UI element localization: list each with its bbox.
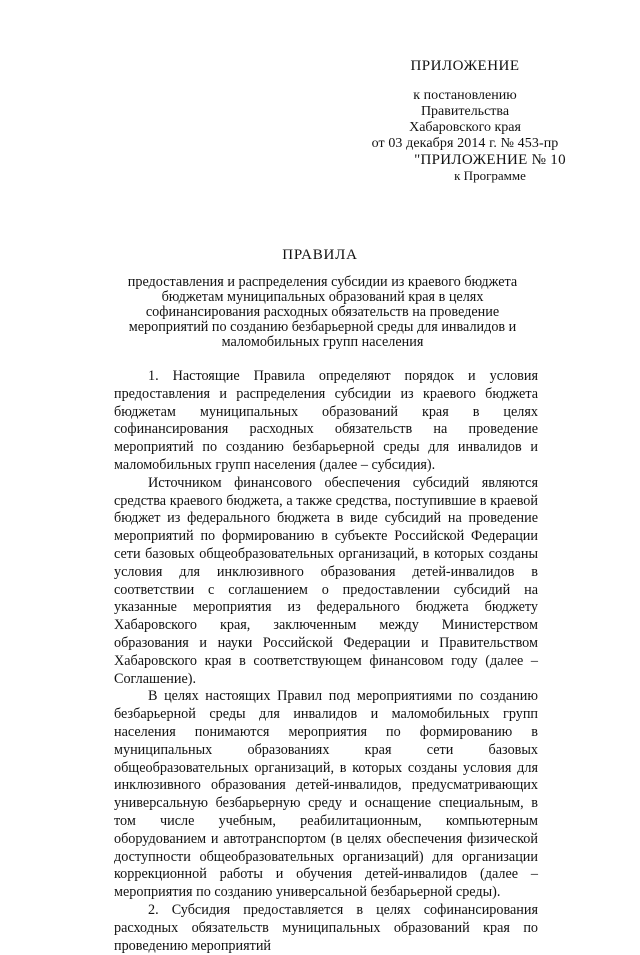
paragraph: Источником финансового обеспечения субсидий являются средства краевого бюджета, а также средства, поступившие в краевой бюджет из федерального бюджета в виде субсидий на проведение мероприятий по формированию в субъекте Российской Федерации сети базовых общеобразовательных организаций, в которых созданы условия для инклюзивного образования детей-инвалидов в соответствии с соглашением о предоставлении субсидий на указанные мероприятия из федерального бюджета бюджету Хабаровского края, заключенным между Министерством образования и науки Российской Федерации и Правительством Хабаровского края в соответствующем финансовом году (далее – Соглашение). — [114, 474, 538, 687]
paragraph: 1. Настоящие Правила определяют порядок и условия предоставления и распределения субсидии из краевого бюджета бюджетам муниципальных образований края в целях софинансирования расходных обязательств на проведение мероприятий по созданию безбарьерной среды для инвалидов и маломобильных групп населения (далее – субсидия). — [114, 368, 538, 473]
appendix-header — [360, 58, 570, 152]
document-body — [114, 368, 538, 955]
appendix-line-government: Правительства — [420, 104, 510, 119]
document-subtitle: предоставления и распределения субсидии из краевого бюджета бюджетам муниципальных образований края в целях софинансирования расходных обязательств на проведение мероприятий по созданию безбарьерной среды для инвалидов и маломобильных групп населения — [127, 274, 518, 350]
paragraph: 2. Субсидия предоставляется в целях софинансирования расходных обязательств муниципальных образований края по проведению мероприятий — [114, 901, 538, 954]
document-title: ПРАВИЛА — [282, 247, 358, 263]
inner-appendix-heading: "ПРИЛОЖЕНИЕ № 10 — [414, 152, 566, 168]
inner-appendix-header — [400, 152, 580, 184]
appendix-line-region: Хабаровского края — [409, 120, 521, 135]
appendix-line-resolution: к постановлению — [413, 88, 517, 103]
appendix-date-line: от 03 декабря 2014 г. № 453-пр — [371, 136, 559, 151]
inner-appendix-line: к Программе — [454, 168, 526, 183]
appendix-heading: ПРИЛОЖЕНИЕ — [410, 58, 520, 74]
paragraph: В целях настоящих Правил под мероприятиями по созданию безбарьерной среды для инвалидов и маломобильных групп населения понимаются мероприятия по формированию в муниципальных образованиях края сети базовых общеобразовательных организаций, в которых созданы условия для инклюзивного образования детей-инвалидов, предусматривающих универсальную безбарьерную среду и оснащение специальным, в том числе учебным, реабилитационным, компьютерным оборудованием и автотранспортом (в целях обеспечения физической доступности общеобразовательных организаций) для организации коррекционной работы и обучения детей-инвалидов (далее – мероприятия по созданию универсальной безбарьерной среды). — [114, 688, 538, 901]
